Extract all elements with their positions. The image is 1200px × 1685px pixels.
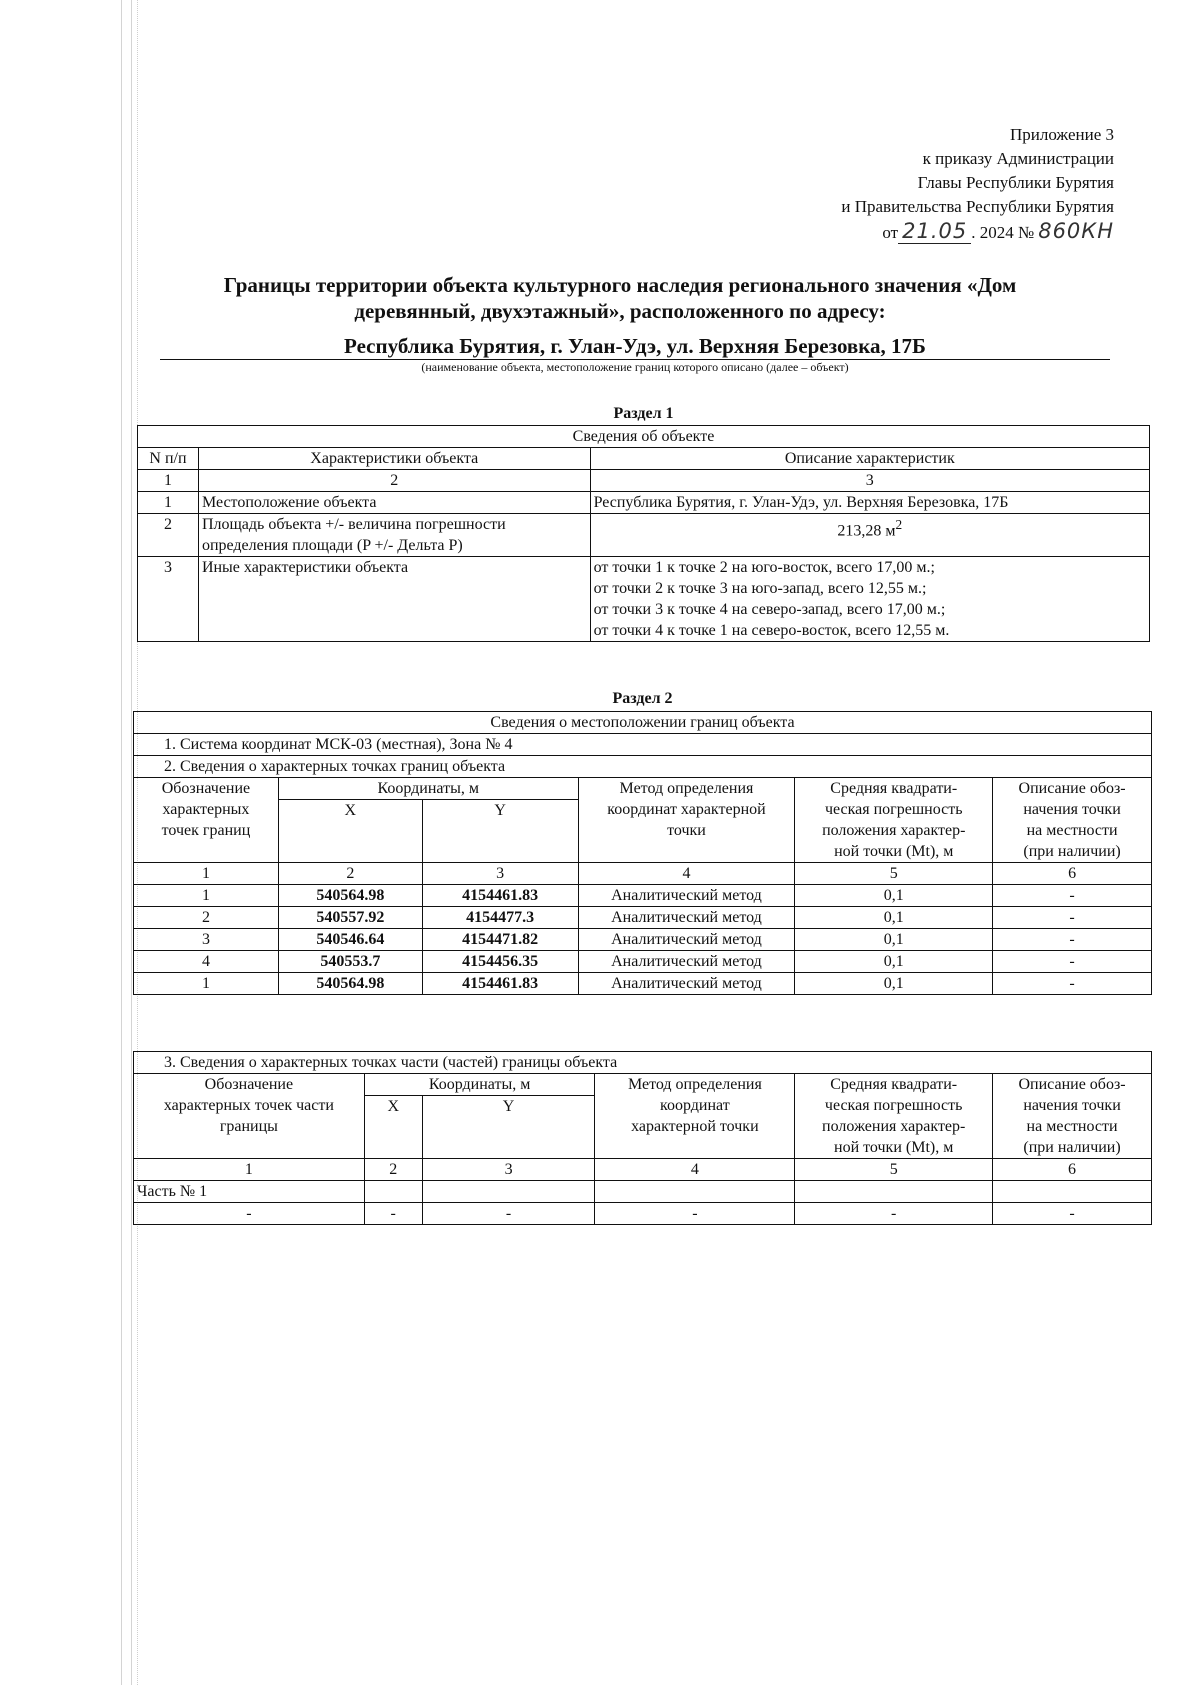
approval-line: и Правительства Республики Бурятия [841,197,1114,216]
date-prefix: от [882,223,899,242]
column-number: 1 [138,470,199,492]
table-row [134,1181,1152,1203]
characteristic-value [590,514,1149,557]
point-id: 1 [134,973,279,995]
area-unit-exponent: 2 [895,517,903,532]
table-row [134,951,1152,973]
header-line: характерной точки [631,1118,759,1135]
column-number: 1 [134,863,279,885]
header-cell: N п/п [138,448,199,470]
header-line: точки [667,822,706,839]
header-line: ной точки (Mt), м [834,843,954,860]
header-cell: Описание характеристик [590,448,1149,470]
header-coordinates: Координаты, м [278,778,578,800]
section2-heading: Раздел 2 [612,690,673,707]
boundary-segment: от точки 4 к точке 1 на северо-восток, всего 12,55 м. [593,622,950,639]
row-number: 3 [138,557,199,642]
characteristic-name: Местоположение объекта [198,492,590,514]
header-method [595,1074,795,1159]
header-description [993,1074,1152,1159]
part-cell: - [134,1203,365,1225]
binding-margin-line [131,0,132,1685]
column-number: 4 [595,1159,795,1181]
point-x: 540553.7 [278,951,422,973]
characteristic-value: Республика Бурятия, г. Улан-Удэ, ул. Верхняя Березовка, 17Б [590,492,1149,514]
approval-date-row [694,219,1114,245]
point-x: 540564.98 [278,885,422,907]
section2-points-table [133,711,1152,995]
approval-line: Приложение 3 [1010,125,1114,144]
point-mt: 0,1 [795,951,993,973]
point-x: 540557.92 [278,907,422,929]
approval-line: Главы Республики Бурятия [917,173,1114,192]
column-number: 4 [578,863,795,885]
header-line: начения точки [1023,801,1121,818]
part-cell: - [595,1203,795,1225]
header-line: Описание обоз- [1018,780,1126,797]
point-desc: - [993,885,1152,907]
table-row [138,492,1150,514]
point-desc: - [993,973,1152,995]
header-line: Средняя квадрати- [830,1076,958,1093]
point-y: 4154461.83 [422,885,578,907]
table-row [134,907,1152,929]
header-line: положения характер- [822,822,966,839]
header-line: Обозначение [204,1076,294,1093]
points-subtitle: 2. Сведения о характерных точках границ объекта [134,756,1152,778]
boundary-segment: от точки 3 к точке 4 на северо-запад, всего 17,00 м.; [593,601,946,618]
empty-cell [993,1181,1152,1203]
parts-subtitle: 3. Сведения о характерных точках части (частей) границы объекта [134,1052,1152,1074]
header-line: Обозначение [161,780,251,797]
header-line: ной точки (Mt), м [834,1139,954,1156]
approval-block [694,123,1114,245]
column-number: 3 [422,1159,595,1181]
header-line: на местности [1026,1118,1118,1135]
header-line: Метод определения [627,1076,762,1093]
point-mt: 0,1 [795,907,993,929]
column-number: 5 [795,863,993,885]
part-cell: - [993,1203,1152,1225]
part-cell: - [422,1203,595,1225]
binding-margin-line [121,0,122,1685]
empty-cell [795,1181,993,1203]
header-coordinates: Координаты, м [364,1074,595,1096]
characteristic-name-line: Площадь объекта +/- величина погрешности [201,516,506,533]
point-y: 4154477.3 [422,907,578,929]
section2-parts-table [133,1051,1152,1225]
header-x: X [278,800,422,863]
header-method [578,778,795,863]
header-description [993,778,1152,863]
point-id: 1 [134,885,279,907]
title-address: Республика Бурятия, г. Улан-Удэ, ул. Верхняя Березовка, 17Б [344,334,926,358]
table-row [134,973,1152,995]
header-cell: Характеристики объекта [198,448,590,470]
table-row [134,885,1152,907]
section1-heading: Раздел 1 [613,405,674,422]
point-desc: - [993,951,1152,973]
header-line: положения характер- [822,1118,966,1135]
point-mt: 0,1 [795,929,993,951]
approval-line: к приказу Администрации [922,149,1114,168]
year-text: . 2024 № [971,223,1035,242]
empty-cell [422,1181,595,1203]
column-number: 3 [590,470,1149,492]
header-line: ческая погрешность [824,1097,963,1114]
column-number: 2 [278,863,422,885]
header-x: X [364,1096,422,1159]
part-label: Часть № 1 [134,1181,365,1203]
section1-caption: Сведения об объекте [138,426,1150,448]
section2-caption: Сведения о местоположении границ объекта [134,712,1152,734]
column-number: 2 [364,1159,422,1181]
point-mt: 0,1 [795,885,993,907]
point-mt: 0,1 [795,973,993,995]
header-line: характерных точек части [163,1097,334,1114]
header-line: Средняя квадрати- [830,780,958,797]
header-error [795,1074,993,1159]
point-desc: - [993,929,1152,951]
row-number: 1 [138,492,199,514]
coordinate-system: 1. Система координат МСК-03 (местная), Зона № 4 [134,734,1152,756]
point-method: Аналитический метод [578,885,795,907]
header-error [795,778,993,863]
area-value: 213,28 м [837,522,896,540]
header-line: ческая погрешность [824,801,963,818]
header-y: Y [422,1096,595,1159]
table-row [138,514,1150,557]
table-row [138,557,1150,642]
header-line: границы [219,1118,278,1135]
handwritten-number: 860КН [1038,219,1114,243]
header-line: координат характерной [607,801,766,818]
title-note: (наименование объекта, местоположение границ которого описано (далее – объект) [421,360,849,374]
point-method: Аналитический метод [578,951,795,973]
header-line: координат [660,1097,730,1114]
point-method: Аналитический метод [578,973,795,995]
title-line: деревянный, двухэтажный», расположенного по адресу: [354,299,886,323]
empty-cell [595,1181,795,1203]
part-cell: - [795,1203,993,1225]
header-line: (при наличии) [1023,1139,1121,1156]
boundary-segment: от точки 2 к точке 3 на юго-запад, всего 12,55 м.; [593,580,927,597]
characteristic-name: Иные характеристики объекта [198,557,590,642]
characteristic-name [198,514,590,557]
point-x: 540546.64 [278,929,422,951]
point-y: 4154471.82 [422,929,578,951]
column-number: 3 [422,863,578,885]
handwritten-date: 21.05 [898,219,971,244]
empty-cell [364,1181,422,1203]
column-number: 2 [198,470,590,492]
column-number: 1 [134,1159,365,1181]
point-id: 3 [134,929,279,951]
column-number: 6 [993,863,1152,885]
boundary-segment: от точки 1 к точке 2 на юго-восток, всего 17,00 м.; [593,559,935,576]
header-line: начения точки [1023,1097,1121,1114]
point-x: 540564.98 [278,973,422,995]
header-line: Метод определения [619,780,754,797]
column-number: 6 [993,1159,1152,1181]
column-number: 5 [795,1159,993,1181]
title-line: Границы территории объекта культурного наследия регионального значения «Дом [223,273,1017,297]
header-line: Описание обоз- [1018,1076,1126,1093]
header-line: (при наличии) [1023,843,1121,860]
characteristic-name-line: определения площади (P +/- Дельта P) [201,537,463,554]
point-y: 4154456.35 [422,951,578,973]
header-y: Y [422,800,578,863]
point-method: Аналитический метод [578,907,795,929]
header-designation [134,778,279,863]
table-row [134,1203,1152,1225]
header-line: характерных [162,801,250,818]
document-title [130,272,1110,324]
point-method: Аналитический метод [578,929,795,951]
part-cell: - [364,1203,422,1225]
point-id: 2 [134,907,279,929]
header-line: на местности [1026,822,1118,839]
table-row [134,929,1152,951]
point-id: 4 [134,951,279,973]
header-designation [134,1074,365,1159]
row-number: 2 [138,514,199,557]
characteristic-value [590,557,1149,642]
section1-table [137,425,1150,642]
point-y: 4154461.83 [422,973,578,995]
header-line: точек границ [161,822,251,839]
point-desc: - [993,907,1152,929]
